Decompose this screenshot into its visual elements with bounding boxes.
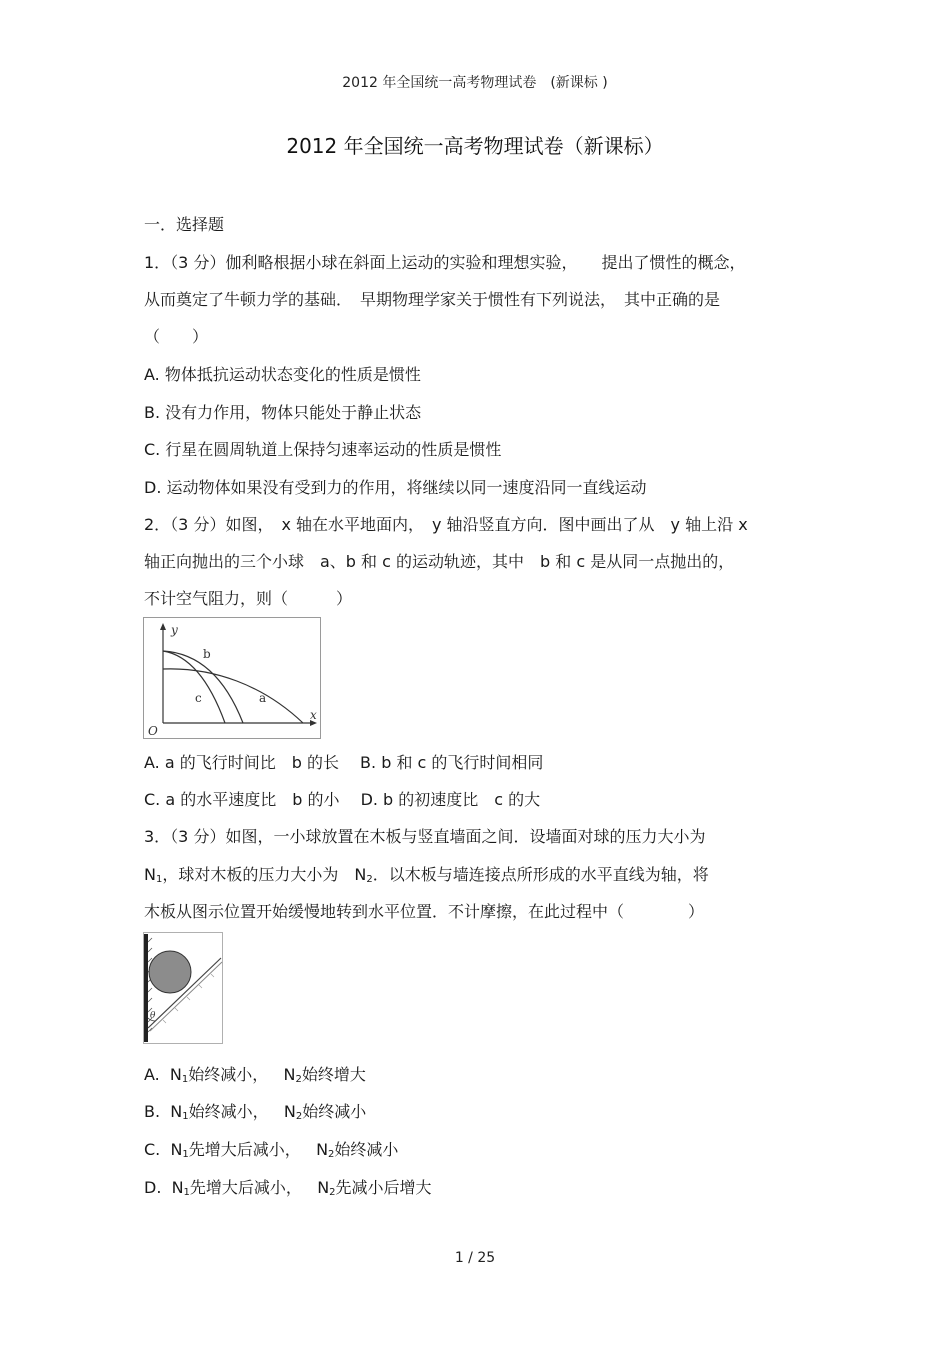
q3-ball <box>149 951 191 993</box>
q2-trajectory-figure <box>143 617 321 739</box>
q1-option-a: A. 物体抵抗运动状态变化的性质是惯性 <box>144 365 421 384</box>
q2-options-row-2: C. a 的水平速度比 b 的小 D. b 的初速度比 c 的大 <box>144 790 541 809</box>
q3-stem-line-1: 3．（3 分）如图，一小球放置在木板与竖直墙面之间．设墙面对球的压力大小为 <box>144 827 706 846</box>
q1-option-b: B. 没有力作用，物体只能处于静止状态 <box>144 403 422 422</box>
section-heading: 一．选择题 <box>144 215 225 234</box>
q3-option-c: C. $N_1$先增大后减小， $N_2$始终减小 <box>144 1140 399 1160</box>
page-number: 1 / 25 <box>454 1250 496 1266</box>
q2-x-label: x <box>310 708 317 722</box>
q1-stem-line-2: 从而奠定了牛顿力学的基础． 早期物理学家关于惯性有下列说法， 其中正确的是 <box>144 290 721 309</box>
q1-option-c: C. 行星在圆周轨道上保持匀速率运动的性质是惯性 <box>144 440 502 459</box>
q3-option-a: A. $N_1$始终减小， $N_2$始终增大 <box>144 1065 366 1085</box>
q3-option-d: D. $N_1$先增大后减小， $N_2$先减小后增大 <box>144 1178 432 1198</box>
q3-stem-line-3: 木板从图示位置开始缓慢地转到水平位置．不计摩擦，在此过程中（ ） <box>144 902 705 921</box>
running-header: 2012 年全国统一高考物理试卷 (新课标 ) <box>342 75 608 91</box>
q3-stem-line-2: $N_1$，球对木板的压力大小为 $N_2$．以木板与墙连接点所形成的水平直线为轴，将 <box>144 865 709 885</box>
q2-options-row-1: A. a 的飞行时间比 b 的长 B. b 和 c 的飞行时间相同 <box>144 753 544 772</box>
q3-wall <box>144 934 148 1042</box>
q2-label-b: b <box>203 647 211 661</box>
q3-ball-wall-board-figure <box>143 932 223 1044</box>
q2-stem-line-2: 轴正向抛出的三个小球 a、b 和 c 的运动轨迹，其中 b 和 c 是从同一点抛出的， <box>144 552 735 571</box>
q3-option-b: B. $N_1$始终减小， $N_2$始终减小 <box>144 1102 367 1122</box>
q2-stem-line-3: 不计空气阻力，则（ ） <box>144 589 353 608</box>
q3-n2-symbol: N <box>354 865 367 884</box>
q2-label-a: a <box>259 691 267 705</box>
q1-stem-line-3: （ ） <box>144 327 209 346</box>
q2-origin-label: O <box>148 724 158 738</box>
q1-stem-line-1: 1．（3 分）伽利略根据小球在斜面上运动的实验和理想实验， 提出了惯性的概念， <box>144 253 746 272</box>
q2-label-c: c <box>195 691 202 705</box>
q3-n1-symbol: N <box>144 865 156 884</box>
q2-y-label: y <box>171 623 178 637</box>
document-title: 2012 年全国统一高考物理试卷（新课标） <box>286 134 664 158</box>
q3-theta-label: θ <box>150 1011 156 1021</box>
q2-stem-line-1: 2．（3 分）如图， x 轴在水平地面内， y 轴沿竖直方向．图中画出了从 y 轴上沿 x <box>144 515 748 534</box>
q1-option-d: D. 运动物体如果没有受到力的作用，将继续以同一速度沿同一直线运动 <box>144 478 647 497</box>
